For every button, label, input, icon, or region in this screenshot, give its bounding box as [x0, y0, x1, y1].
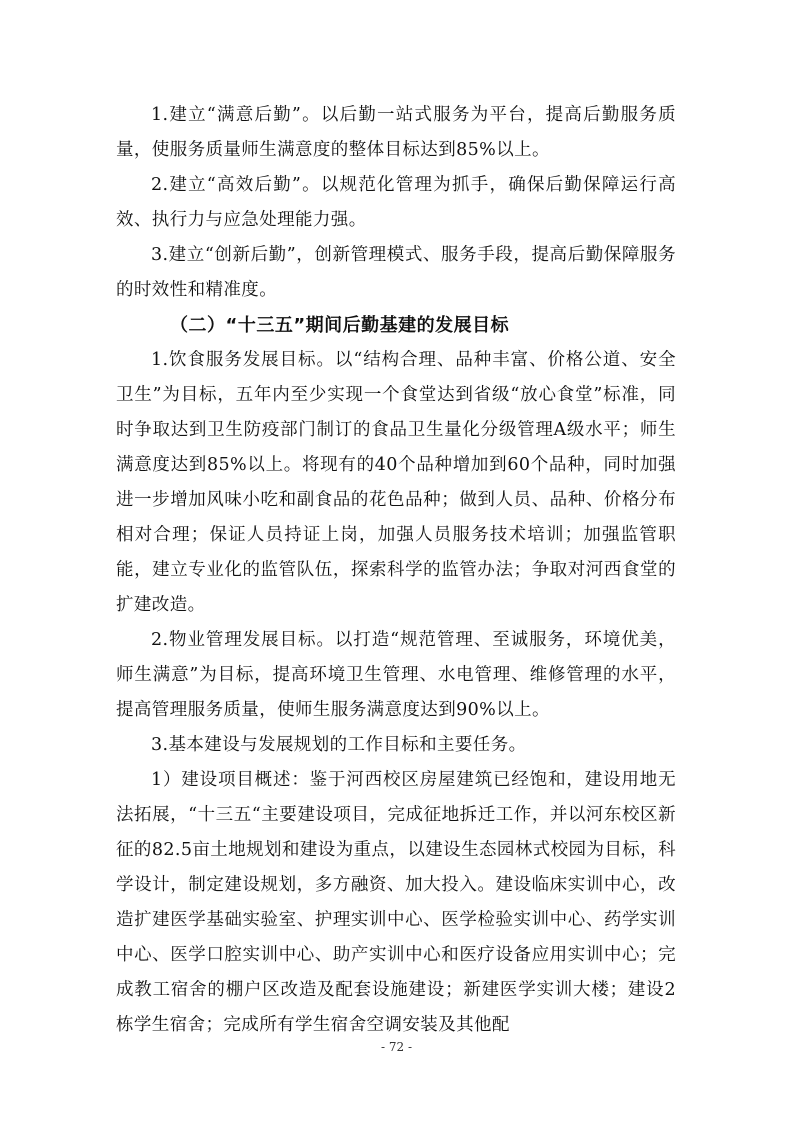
paragraph-goal-satisfaction: 1.建立“满意后勤”。以后勤一站式服务为平台，提高后勤服务质量，使服务质量师生满意度的整体目标达到85%以上。 — [116, 105, 676, 160]
document-body — [116, 98, 676, 1043]
paragraph-project-overview: 1）建设项目概述：鉴于河西校区房屋建筑已经饱和，建设用地无法拓展，“十三五“主要建设项目，完成征地拆迁工作，并以河东校区新征的82.5亩土地规划和建设为重点，以建设生态园林式校园为目标，科学设计，制定建设规划，多方融资、加大投入。建设临床实训中心，改造扩建医学基础实验室、护理实训中心、医学检验实训中心、药学实训中心、医学口腔实训中心、助产实训中心和医疗设备应用实训中心；完成教工宿舍的棚户区改造及配套设施建设；新建医学实训大楼；建设2栋学生宿舍；完成所有学生宿舍空调安装及其他配 — [116, 770, 676, 1035]
paragraph-construction-goal: 3.基本建设与发展规划的工作目标和主要任务。 — [151, 735, 527, 755]
section-heading: （二）“十三五”期间后勤基建的发展目标 — [170, 315, 510, 336]
paragraph-catering-goal: 1.饮食服务发展目标。以“结构合理、品种丰富、价格公道、安全卫生”为目标，五年内至少实现一个食堂达到省级“放心食堂”标准，同时争取达到卫生防疫部门制订的食品卫生量化分级管理A级水平；师生满意度达到85%以上。将现有的40个品种增加到60个品种，同时加强进一步增加风味小吃和副食品的花色品种；做到人员、品种、价格分布相对合理；保证人员持证上岗，加强人员服务技术培训；加强监管职能，建立专业化的监管队伍，探索科学的监管办法；争取对河西食堂的扩建改造。 — [116, 350, 676, 615]
paragraph-goal-efficiency: 2.建立“高效后勤”。以规范化管理为抓手，确保后勤保障运行高效、执行力与应急处理能力强。 — [116, 175, 676, 230]
page-number: - 72 - — [380, 1040, 412, 1054]
paragraph-property-goal: 2.物业管理发展目标。以打造“规范管理、至诚服务，环境优美，师生满意”为目标，提高环境卫生管理、水电管理、维修管理的水平，提高管理服务质量，使师生服务满意度达到90%以上。 — [116, 630, 676, 720]
paragraph-goal-innovation: 3.建立“创新后勤”，创新管理模式、服务手段，提高后勤保障服务的时效性和精准度。 — [116, 245, 676, 300]
